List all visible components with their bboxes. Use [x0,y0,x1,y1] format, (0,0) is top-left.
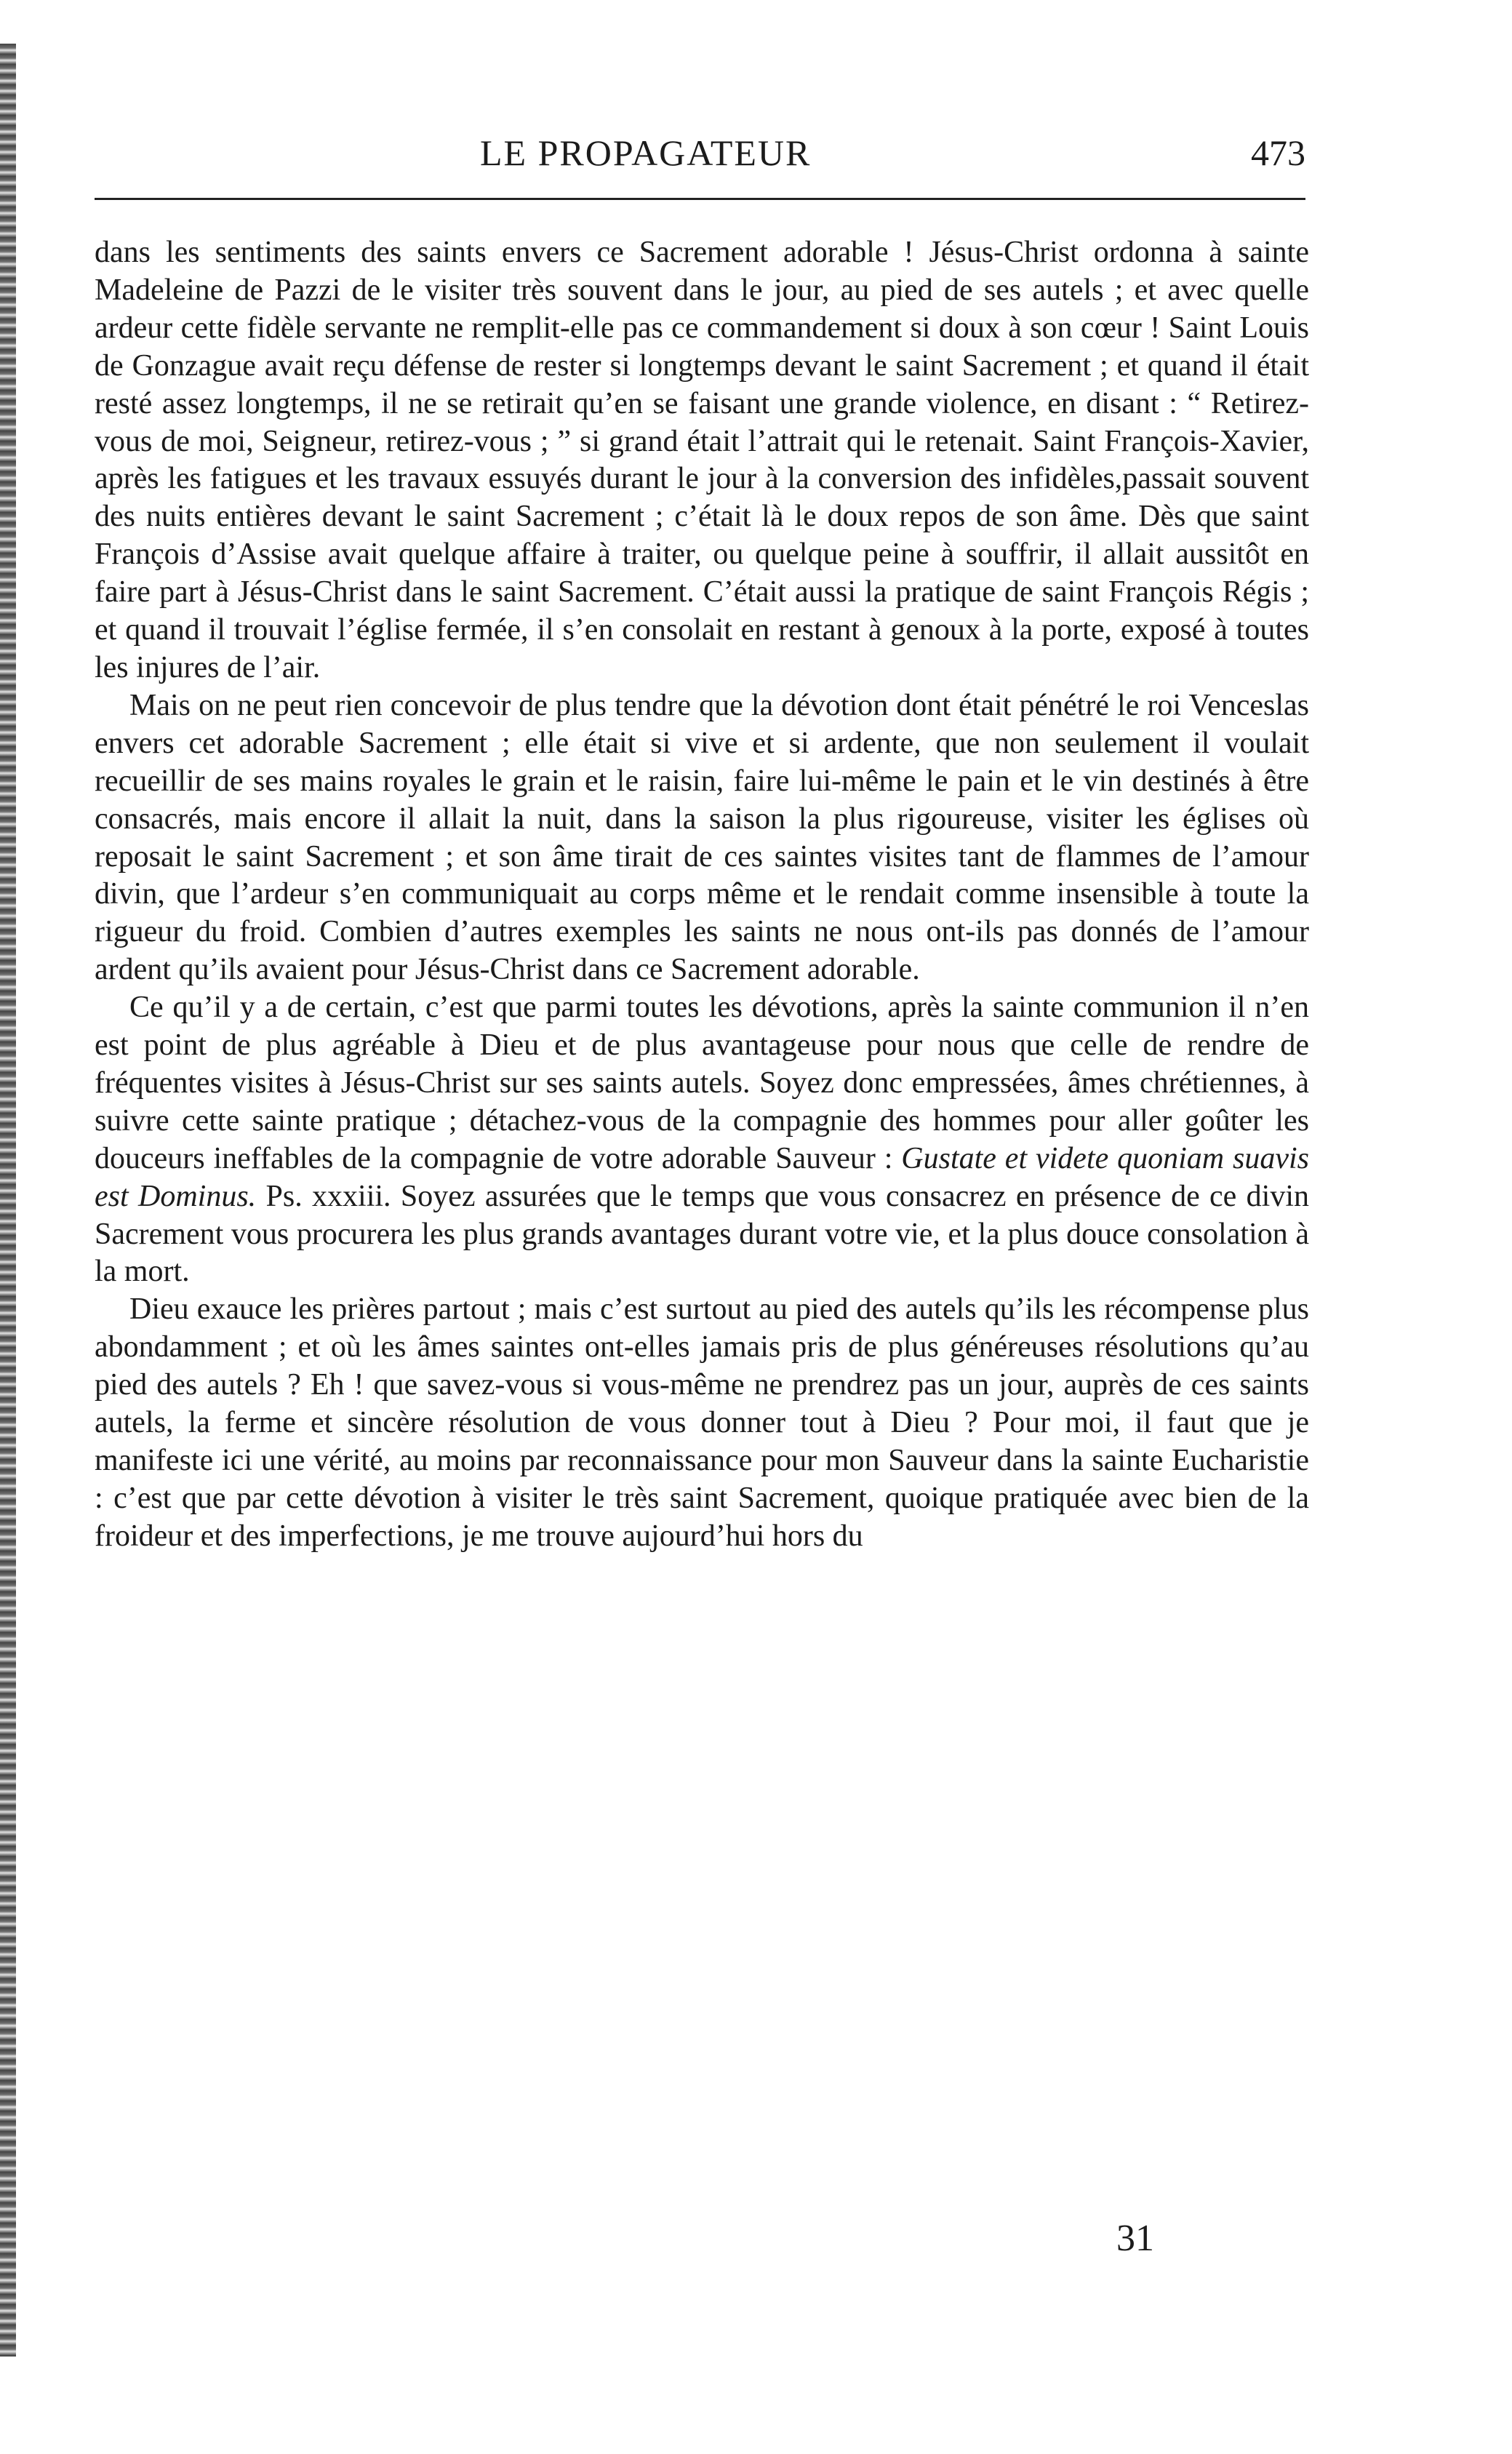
paragraph-2: Mais on ne peut rien concevoir de plus tendre que la dévotion dont était pénétré le roi Venceslas envers cet adorable Sacrement ; elle était si vive et si ardente, que non seulement il voulait recueillir de ses mains royales le grain et le raisin, faire lui-même le pain et le vin destinés à être consacrés, mais encore il allait la nuit, dans la saison la plus rigoureuse, visiter les églises où reposait le saint Sacrement ; et son âme tirait de ces saintes visites tant de flammes de l’amour divin, que l’ardeur s’en communiquait au corps même et le rendait comme insensible à toute la rigueur du froid. Combien d’autres exemples les saints ne nous ont-ils pas donnés de l’amour ardent qu’ils avaient pour Jésus-Christ dans ce Sacrement adorable. [95,688,1309,987]
paragraph-3 [95,989,1309,1291]
paragraph-3-text: Ce qu’il y a de certain, c’est que parmi toutes les dévotions, après la sainte communion il n’en est point de plus agréable à Dieu et de plus avantageuse pour nous que celle de rendre de fréquentes visites à Jésus-Christ sur ses saints autels. Soyez donc empressées, âmes chrétiennes, à suivre cette sainte pratique ; détachez-vous de la compagnie des hommes pour aller goûter les douceurs ineffables de la compagnie de votre adorable Sauveur : [95,991,1309,1175]
latin-quotation: Gustate et videte quoniam suavis est Dominus. [95,1141,1310,1213]
body-text [95,234,1309,1556]
header-rule [95,198,1305,200]
signature-mark: 31 [1116,2218,1154,2259]
paragraph-4: Dieu exauce les prières partout ; mais c’est surtout au pied des autels qu’ils les récompense plus abondamment ; et où les âmes saintes ont-elles jamais pris de plus généreuses résolutions qu’au pied des autels ? Eh ! que savez-vous si vous-même ne prendrez pas un jour, auprès de ces saints autels, la ferme et sincère résolution de vous donner tout à Dieu ? Pour moi, il faut que je manifeste ici une vérité, au moins par reconnaissance pour mon Sauveur dans la sainte Eucharistie : c’est que par cette dévotion à visiter le très saint Sacrement, quoique pratiquée avec bien de la froideur et des imperfections, je me trouve aujourd’hui hors du [95,1292,1309,1553]
running-head [95,131,1305,182]
page-number: 473 [1251,132,1305,173]
scanned-binding-edge [0,44,16,2357]
paragraph-3-text-continued: Ps. xxxiii. Soyez assurées que le temps que vous consacrez en présence de ce divin Sacrement vous procurera les plus grands avantages durant votre vie, et la plus douce consolation à la mort. [95,1179,1309,1289]
paragraph-1: dans les sentiments des saints envers ce Sacrement adorable ! Jésus-Christ ordonna à sainte Madeleine de Pazzi de le visiter très souvent dans le jour, au pied de ses autels ; et avec quelle ardeur cette fidèle servante ne remplit-elle pas ce commandement si doux à son cœur ! Saint Louis de Gonzague avait reçu défense de rester si longtemps devant le saint Sacrement ; et quand il était resté assez longtemps, il ne se retirait qu’en se faisant une grande violence, en disant : “ Retirez-vous de moi, Seigneur, retirez-vous ; ” si grand était l’attrait qui le retenait. Saint François-Xavier, après les fatigues et les travaux essuyés durant le jour à la conversion des infidèles,passait souvent des nuits entières devant le saint Sacrement ; c’était là le doux repos de son âme. Dès que saint François d’Assise avait quelque affaire à traiter, ou quelque peine à souffrir, il allait aussitôt en faire part à Jésus-Christ dans le saint Sacrement. C’était aussi la pratique de saint François Régis ; et quand il trouvait l’église fermée, il s’en consolait en restant à genoux à la porte, exposé à toutes les injures de l’air. [95,236,1309,684]
running-title: LE PROPAGATEUR [480,132,812,173]
